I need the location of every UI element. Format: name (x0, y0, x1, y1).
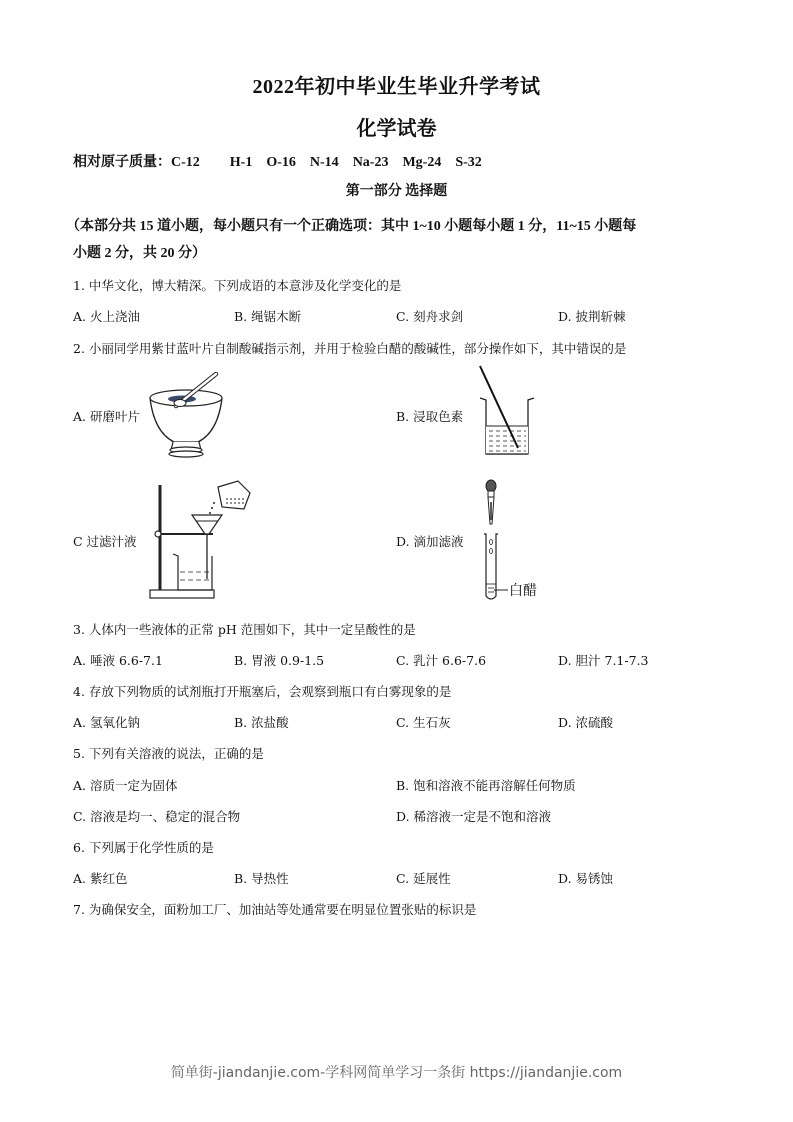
question-5-option-d[interactable]: D. 稀溶液一定是不饱和溶液 (396, 809, 552, 824)
question-1-option-d[interactable]: D. 披荆斩棘 (558, 309, 626, 324)
question-6-option-c[interactable]: C. 延展性 (396, 871, 451, 886)
question-3-option-d[interactable]: D. 胆汁 7.1-7.3 (558, 653, 649, 668)
mass-item: Mg-24 (402, 155, 442, 170)
question-1-option-b[interactable]: B. 绳锯木断 (234, 309, 302, 324)
question-6-option-a[interactable]: A. 紫红色 (73, 871, 128, 886)
mass-item: S-32 (455, 155, 482, 170)
mass-item: O-16 (266, 155, 296, 170)
question-6-stem: 6. 下列属于化学性质的是 (73, 840, 214, 855)
question-3-option-a[interactable]: A. 唾液 6.6-7.1 (73, 653, 163, 668)
atomic-masses (73, 151, 482, 171)
question-1-option-a[interactable]: A. 火上浇油 (73, 309, 140, 324)
section-title: 第一部分 选择题 (345, 184, 448, 199)
mass-item: C-12 (171, 155, 200, 170)
question-5-option-b[interactable]: B. 饱和溶液不能再溶解任何物质 (396, 778, 576, 793)
question-1-option-c[interactable]: C. 刻舟求剑 (396, 309, 464, 324)
question-6-option-d[interactable]: D. 易锈蚀 (558, 871, 614, 886)
exam-subtitle: 化学试卷 (356, 118, 437, 140)
question-3-stem: 3. 人体内一些液体的正常 pH 范围如下，其中一定呈酸性的是 (73, 622, 416, 637)
question-2-option-b[interactable]: B. 浸取色素 (396, 409, 464, 424)
question-4-option-d[interactable]: D. 浓硫酸 (558, 715, 614, 730)
question-4-option-c[interactable]: C. 生石灰 (396, 715, 451, 730)
mass-item: N-14 (309, 155, 339, 170)
exam-title: 2022年初中毕业生毕业升学考试 (252, 76, 541, 98)
question-2-option-c[interactable]: C 过滤汁液 (73, 534, 137, 549)
question-5-option-c[interactable]: C. 溶液是均一、稳定的混合物 (73, 809, 241, 824)
question-4-option-b[interactable]: B. 浓盐酸 (234, 715, 289, 730)
beaker-glass-rod-icon (476, 364, 536, 460)
question-4-stem: 4. 存放下列物质的试剂瓶打开瓶塞后，会观察到瓶口有白雾现象的是 (73, 684, 452, 699)
filtration-apparatus-icon (148, 477, 258, 602)
mortar-pestle-icon (146, 372, 226, 462)
question-4-option-a[interactable]: A. 氢氧化钠 (73, 715, 140, 730)
question-2-option-d[interactable]: D. 滴加滤液 (396, 534, 464, 549)
question-5-stem: 5. 下列有关溶液的说法，正确的是 (73, 746, 264, 761)
question-7-stem: 7. 为确保安全，面粉加工厂、加油站等处通常要在明显位置张贴的标识是 (73, 902, 477, 917)
question-2-stem: 2. 小丽同学用紫甘蓝叶片自制酸碱指示剂，并用于检验白醋的酸碱性，部分操作如下，其中错误的是 (73, 341, 627, 356)
mass-item: Na-23 (352, 155, 389, 170)
question-2-option-a[interactable]: A. 研磨叶片 (73, 409, 140, 424)
question-5-option-a[interactable]: A. 溶质一定为固体 (73, 778, 178, 793)
question-6-option-b[interactable]: B. 导热性 (234, 871, 289, 886)
mass-item: H-1 (229, 155, 253, 170)
footer-watermark: 简单街-jiandanjie.com-学科网简单学习一条街 https://jiandanjie.com (170, 1065, 623, 1081)
section-instructions: （本部分共 15 道小题，每小题只有一个正确选项：其中 1~10 小题每小题 1 分，11~15 小题每 (66, 219, 637, 234)
section-instructions-cont: 小题 2 分，共 20 分） (73, 246, 206, 261)
question-3-option-c[interactable]: C. 乳汁 6.6-7.6 (396, 653, 487, 668)
atomic-masses-label: 相对原子质量： (73, 155, 171, 170)
white-vinegar-annotation: 白醋 (509, 583, 537, 599)
question-3-option-b[interactable]: B. 胃液 0.9-1.5 (234, 653, 325, 668)
question-1-stem: 1. 中华文化，博大精深。下列成语的本意涉及化学变化的是 (73, 278, 402, 293)
